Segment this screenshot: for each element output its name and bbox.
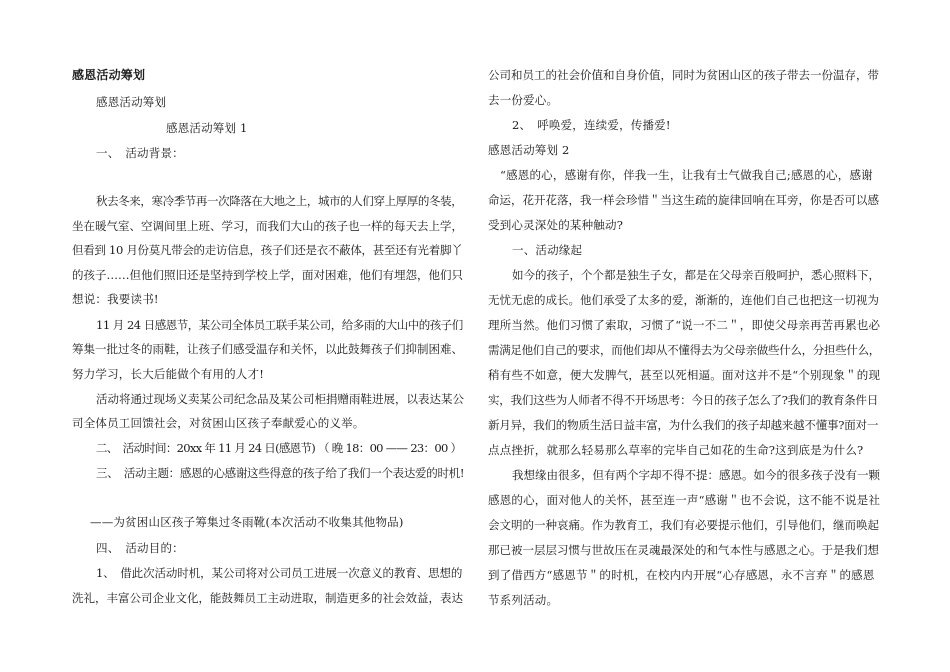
paragraph-line: 受到心灵深处的某种触动? [488,218,624,232]
paragraph-line: 如今的孩子，个个都是独生子女，都是在父母亲百般呵护，悉心照料下， [512,268,880,282]
paragraph-line: 活动将通过现场义卖某公司纪念品及某公司柜捐赠雨鞋进展，以表达某公 [96,392,464,406]
paragraph-line: 筹集一批过冬的雨鞋，让孩子们感受温存和关怀，以此鼓舞孩子们抑制困难、 [72,342,463,356]
paragraph-line: 节系列活动。 [488,593,559,607]
heading-background: 一、 活动背景： [96,146,184,160]
paragraph-line: 感恩的心，面对他人的关怀，甚至连一声“感谢＂也不会说，这不能不说是社 [488,493,881,507]
paragraph-line: 11 月 24 日感恩节，某公司全体员工联手某公司，给多雨的大山中的孩子们 [96,318,463,332]
paragraph-line: 司全体员工回馈社会，对贫困山区孩子奉献爱心的义举。 [72,416,365,430]
paragraph-line: 的孩子……但他们照旧还是坚持到学校上学，面对困难，他们有埋怨，他们只 [72,268,463,282]
paragraph-line: 公司和员工的社会价值和自身价值，同时为贫困山区的孩子带去一份温存，带 [488,68,879,82]
paragraph-line: 但看到 10 月份莫凡带会的走访信息，孩子们还是衣不蔽体，甚至还有光着脚丫 [72,243,463,257]
section-heading-plan-1: 感恩活动筹划 1 [166,121,248,135]
paragraph-line: 秋去冬来，寒冷季节再一次降落在大地之上，城市的人们穿上厚厚的冬装， [96,194,463,208]
heading-origin: 一、活动缘起 [512,243,583,257]
paragraph-line: 我想缘由很多，但有两个字却不得不提：感恩。如今的很多孩子没有一颗 [512,468,880,482]
paragraph-line: 去一份爱心。 [488,93,559,107]
paragraph-line: 1、 借此次活动时机，某公司将对公司员工进展一次意义的教育、思想的 [96,566,463,580]
paragraph-line: 理所当然。他们习惯了索取，习惯了“说一不二＂，即使父母亲再苦再累也必 [488,318,881,332]
paragraph-line: 努力学习，长大后能做个有用的人才! [72,367,265,381]
paragraph-line: 洗礼，丰富公司企业文化，能鼓舞员工主动进取，制造更多的社会效益，表达 [72,591,463,605]
paragraph-line: 新月异，我们的物质生活日益丰富，为什么我们的孩子却越来越不懂事?面对一 [488,418,879,432]
heading-purpose: 四、 活动目的： [96,541,184,555]
paragraph-line: “感恩的心，感谢有你，伴我一生，让我有士气做我自己;感恩的心，感谢 [500,168,873,182]
purpose-item-2: 2、 呼唤爱，连续爱，传播爱! [512,118,671,132]
paragraph-line: 点点挫折，就那么轻易那么草率的完毕自己如花的生命?这到底是为什么? [488,443,864,457]
paragraph-line: 会文明的一种哀痛。作为教育工，我们有必要提示他们，引导他们，继而唤起 [488,518,879,532]
paragraph-line: 坐在暖气室、空调间里上班、学习，而我们大山的孩子也一样的每天去上学， [72,219,463,233]
paragraph-line: 无忧无虑的成长。他们承受了太多的爱，渐渐的，连他们自己也把这一切视为 [488,293,879,307]
paragraph-line: 实，我们这些为人师者不得不开场思考：今日的孩子怎么了?我们的教育条件日 [488,393,879,407]
subtitle: 感恩活动筹划 [96,95,167,109]
paragraph-line: 到了借西方“感恩节＂的时机，在校内内开展“心存感恩，永不言弃＂的感恩 [488,568,875,582]
section-heading-plan-2: 感恩活动筹划 2 [488,143,570,157]
paragraph-line: 那已被一层层习惯与世故压在灵魂最深处的和气本性与感恩之心。于是我们想 [488,543,879,557]
paragraph-line: 命运，花开花落，我一样会珍惜＂当这生疏的旋律回响在耳旁，你是否可以感 [488,193,879,207]
heading-time: 二、 活动时间：20xx 年 11 月 24 日(感恩节) （ 晚 18：00 —— 23：00 ） [96,441,462,455]
heading-theme: 三、 活动主题：感恩的心感谢这些得意的孩子给了我们一个表达爱的时机! [96,466,465,480]
paragraph-line: 稍有些不如意，便大发脾气，甚至以死相逼。面对这并不是“个别现象＂的现 [488,368,881,382]
theme-subline: ——为贫困山区孩子筹集过冬雨靴(本次活动不收集其他物品) [90,515,404,529]
paragraph-line: 想说：我要读书! [72,292,159,306]
document-title: 感恩活动筹划 [72,68,146,82]
paragraph-line: 需满足他们自己的要求，而他们却从不懂得去为父母亲做些什么，分担些什么， [488,343,880,357]
